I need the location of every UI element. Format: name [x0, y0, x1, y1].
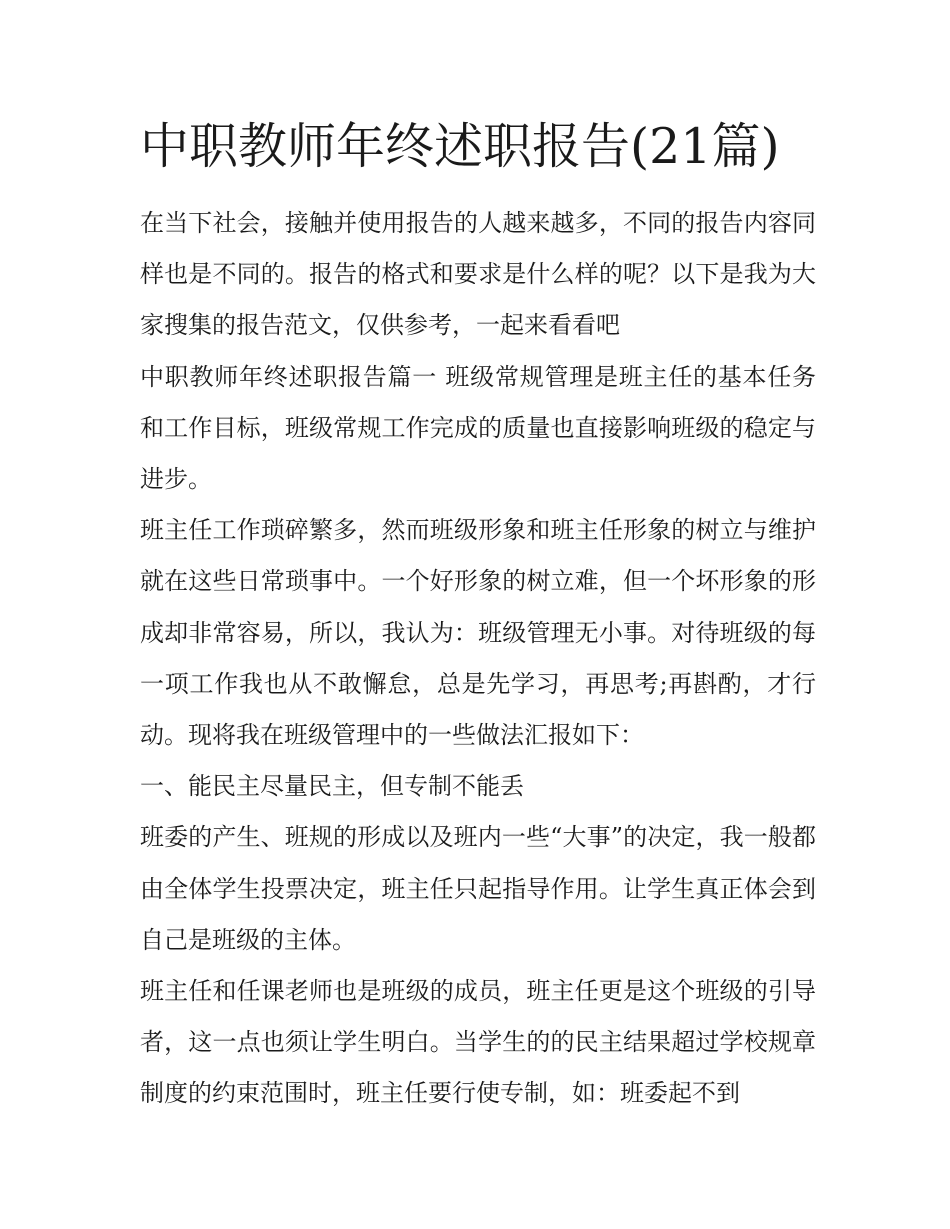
- paragraph-intro: 在当下社会，接触并使用报告的人越来越多，不同的报告内容同样也是不同的。报告的格式和要求是什么样的呢？以下是我为大家搜集的报告范文，仅供参考，一起来看看吧: [140, 209, 816, 340]
- paragraph-head-teacher-role: 班主任和任课老师也是班级的成员，班主任更是这个班级的引导者，这一点也须让学生明白。当学生的的民主结果超过学校规章制度的约束范围时，班主任要行使专制，如：班委起不到: [140, 977, 816, 1108]
- paragraph-section-one: 中职教师年终述职报告篇一 班级常规管理是班主任的基本任务和工作目标，班级常规工作完成的质量也直接影响班级的稳定与进步。: [140, 362, 816, 494]
- paragraph-heading-democracy: 一、能民主尽量民主，但专制不能丢: [140, 772, 524, 801]
- paragraph-class-image: 班主任工作琐碎繁多，然而班级形象和班主任形象的树立与维护就在这些日常琐事中。一个好形象的树立难，但一个坏形象的形成却非常容易，所以，我认为：班级管理无小事。对待班级的每一项工作我也从不敢懈怠，总是先学习，再思考;再斟酌，才行动。现将我在班级管理中的一些做法汇报如下：: [140, 516, 816, 750]
- document-title: 中职教师年终述职报告(21篇): [140, 118, 780, 175]
- document-body: [140, 198, 816, 1120]
- paragraph-class-committee: 班委的产生、班规的形成以及班内一些“大事”的决定，我一般都由全体学生投票决定，班主任只起指导作用。让学生真正体会到自己是班级的主体。: [140, 823, 816, 954]
